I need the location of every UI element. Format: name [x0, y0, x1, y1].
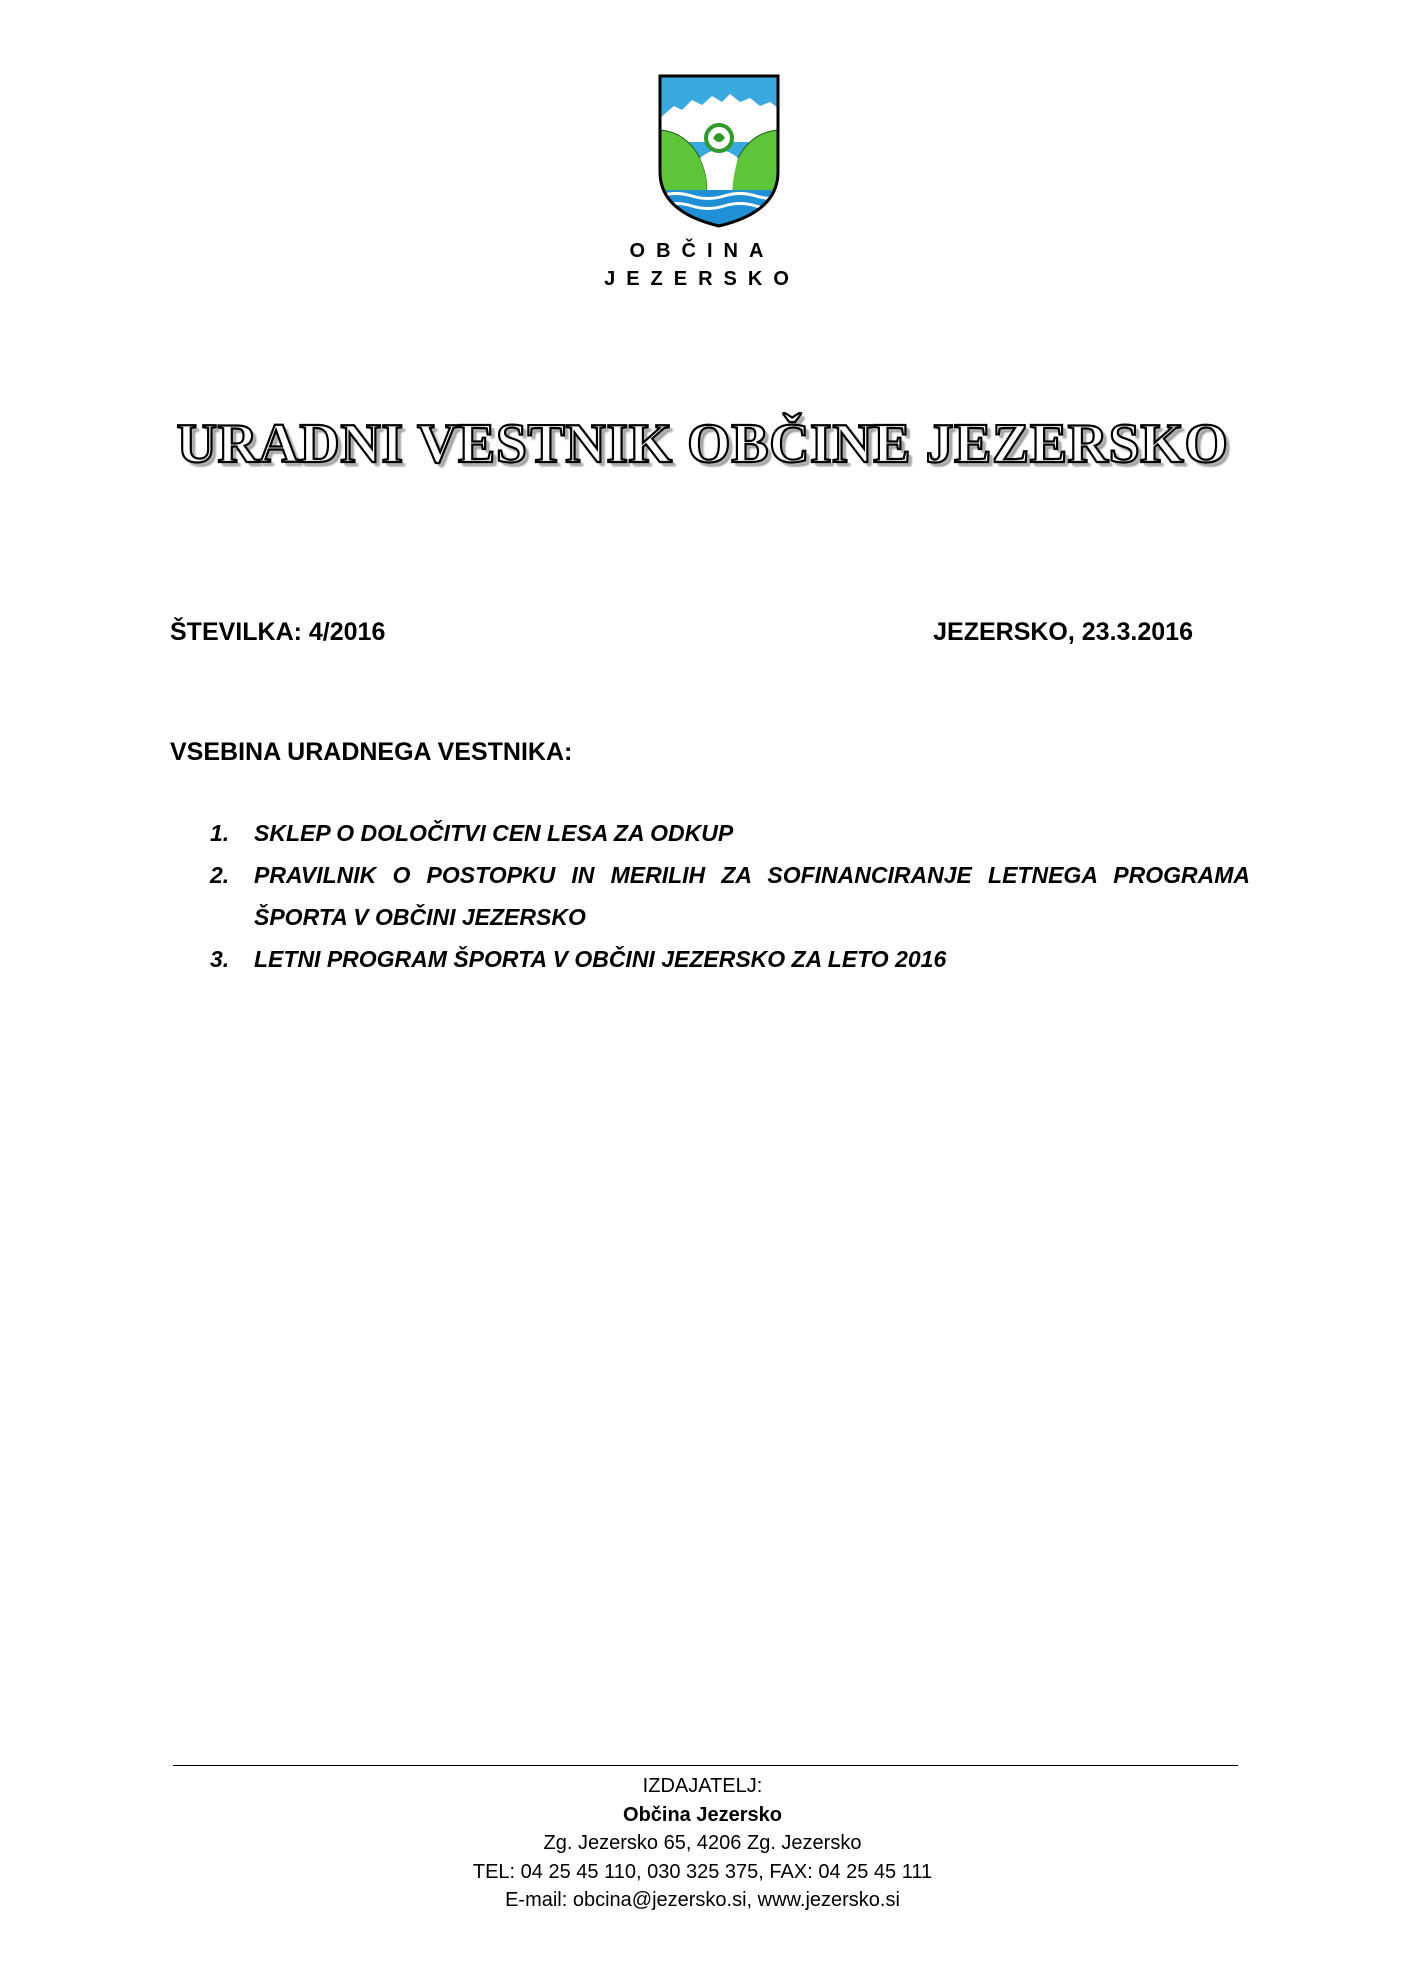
- issue-date: JEZERSKO, 23.3.2016: [933, 618, 1193, 646]
- list-item: [170, 854, 1250, 938]
- publisher-address: Zg. Jezersko 65, 4206 Zg. Jezersko: [543, 1832, 862, 1854]
- publisher-name: Občina Jezersko: [623, 1803, 782, 1826]
- list-item-number: 3.: [210, 946, 230, 972]
- municipality-name-line2: JEZERSKO: [604, 268, 800, 290]
- document-title: URADNI VESTNIK OBČINE JEZERSKO: [176, 413, 1229, 475]
- publisher-footer: [200, 1772, 1205, 1915]
- municipality-name-line1: OBČINA: [629, 240, 775, 262]
- publisher-contact: E-mail: obcina@jezersko.si, www.jezersko.si: [505, 1889, 900, 1911]
- list-item-text: PRAVILNIK O POSTOPKU IN MERILIH ZA SOFINANCIRANJE LETNEGA PROGRAMA ŠPORTA V OBČINI JEZERSKO: [254, 862, 1250, 930]
- list-item-text: LETNI PROGRAM ŠPORTA V OBČINI JEZERSKO ZA LETO 2016: [254, 946, 947, 972]
- list-item: [170, 938, 1250, 980]
- publisher-label: IZDAJATELJ:: [642, 1775, 763, 1797]
- publisher-phones: TEL: 04 25 45 110, 030 325 375, FAX: 04 25 45 111: [472, 1860, 933, 1883]
- list-item-number: 1.: [210, 820, 230, 846]
- footer-divider: [173, 1765, 1238, 1766]
- contents-heading: VSEBINA URADNEGA VESTNIKA:: [170, 738, 573, 766]
- contents-list: [170, 812, 1250, 980]
- list-item-number: 2.: [210, 862, 230, 888]
- list-item-text: SKLEP O DOLOČITVI CEN LESA ZA ODKUP: [254, 820, 734, 846]
- coat-of-arms-icon: [656, 72, 782, 230]
- issue-number: ŠTEVILKA: 4/2016: [170, 618, 386, 646]
- list-item: [170, 812, 1250, 854]
